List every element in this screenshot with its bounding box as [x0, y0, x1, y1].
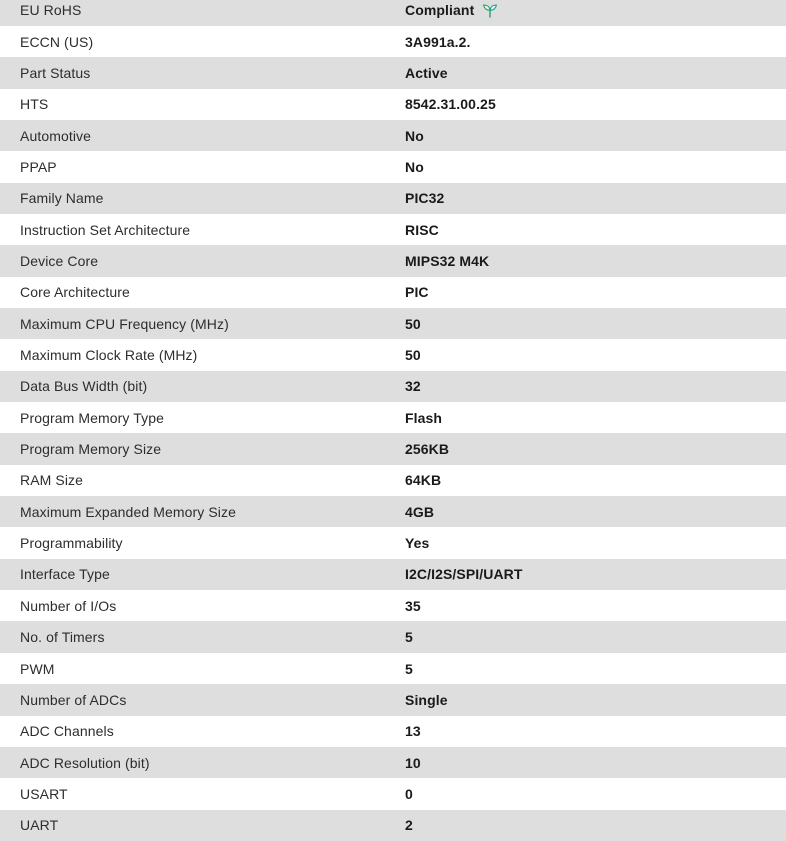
spec-value-text: 3A991a.2. — [405, 33, 471, 50]
table-row — [0, 339, 786, 370]
leaf-icon — [482, 3, 498, 18]
spec-label: Number of ADCs — [20, 691, 127, 708]
table-row — [0, 245, 786, 276]
spec-value-text: 5 — [405, 660, 413, 677]
table-row — [0, 0, 786, 26]
table-row — [0, 183, 786, 214]
spec-label: EU RoHS — [20, 2, 82, 19]
spec-value — [405, 2, 786, 18]
spec-label: Number of I/Os — [20, 597, 117, 614]
spec-label: Maximum CPU Frequency (MHz) — [20, 315, 229, 332]
spec-label: HTS — [20, 96, 49, 113]
spec-value — [405, 410, 786, 426]
spec-value — [405, 284, 786, 300]
spec-value-text: RISC — [405, 221, 439, 238]
spec-value-text: 8542.31.00.25 — [405, 96, 496, 113]
spec-value — [405, 128, 786, 144]
spec-value — [405, 598, 786, 614]
spec-value — [405, 222, 786, 238]
spec-value — [405, 159, 786, 175]
spec-label: Core Architecture — [20, 284, 130, 301]
spec-value-text: Single — [405, 691, 448, 708]
spec-value — [405, 535, 786, 551]
spec-value — [405, 566, 786, 582]
spec-value — [405, 190, 786, 206]
spec-value-text: PIC32 — [405, 190, 445, 207]
spec-label: Part Status — [20, 64, 91, 81]
spec-label: Data Bus Width (bit) — [20, 378, 148, 395]
spec-label: Device Core — [20, 253, 99, 270]
spec-value-text: No — [405, 159, 424, 175]
spec-value — [405, 723, 786, 739]
spec-value-text: 35 — [405, 597, 421, 614]
table-row — [0, 371, 786, 402]
spec-value — [405, 316, 786, 332]
spec-label: ADC Resolution (bit) — [20, 754, 150, 771]
spec-value — [405, 253, 786, 269]
spec-label: Instruction Set Architecture — [20, 221, 191, 238]
spec-value — [405, 441, 786, 457]
table-row — [0, 653, 786, 684]
table-row — [0, 151, 786, 182]
spec-label: ADC Channels — [20, 723, 114, 740]
table-row — [0, 559, 786, 590]
spec-value — [405, 504, 786, 520]
spec-value-text: Flash — [405, 409, 443, 426]
table-row — [0, 277, 786, 308]
table-row — [0, 684, 786, 715]
spec-label: No. of Timers — [20, 629, 105, 646]
spec-value — [405, 661, 786, 677]
table-row — [0, 527, 786, 558]
spec-label: Family Name — [20, 190, 104, 207]
spec-value-text: 32 — [405, 378, 421, 395]
spec-value-text: 50 — [405, 347, 421, 364]
spec-value — [405, 692, 786, 708]
spec-label: Maximum Expanded Memory Size — [20, 503, 236, 520]
spec-value-text: 256KB — [405, 441, 450, 458]
spec-value-text: MIPS32 M4K — [405, 253, 490, 270]
table-row — [0, 778, 786, 809]
spec-value-text: I2C/I2S/SPI/UART — [405, 566, 523, 583]
table-row — [0, 747, 786, 778]
table-row — [0, 57, 786, 88]
table-row — [0, 402, 786, 433]
spec-value-text: 13 — [405, 723, 421, 740]
spec-label: Maximum Clock Rate (MHz) — [20, 347, 198, 364]
spec-value — [405, 472, 786, 488]
spec-label: Program Memory Size — [20, 441, 162, 458]
spec-label: ECCN (US) — [20, 33, 94, 50]
spec-value-text: 2 — [405, 817, 413, 834]
spec-value — [405, 786, 786, 802]
spec-value-text: 0 — [405, 785, 413, 802]
spec-value-text: Active — [405, 64, 448, 81]
table-row — [0, 496, 786, 527]
spec-value-text: 50 — [405, 315, 421, 332]
table-row — [0, 433, 786, 464]
spec-label: UART — [20, 817, 59, 834]
spec-label: PPAP — [20, 159, 57, 175]
table-row — [0, 214, 786, 245]
spec-value — [405, 817, 786, 833]
spec-value-text: 64KB — [405, 472, 442, 489]
spec-value-text: 10 — [405, 754, 421, 771]
spec-value — [405, 755, 786, 771]
table-row — [0, 308, 786, 339]
spec-label: Interface Type — [20, 566, 110, 583]
spec-value — [405, 34, 786, 50]
table-row — [0, 89, 786, 120]
spec-value-text: Compliant — [405, 2, 475, 19]
spec-value — [405, 378, 786, 394]
spec-value-text: 4GB — [405, 503, 435, 520]
spec-label: Program Memory Type — [20, 409, 165, 426]
spec-value — [405, 629, 786, 645]
spec-label: RAM Size — [20, 472, 84, 489]
spec-value-text: 5 — [405, 629, 413, 646]
spec-label: Programmability — [20, 535, 123, 552]
table-row — [0, 120, 786, 151]
spec-value — [405, 347, 786, 363]
spec-value-text: No — [405, 127, 424, 144]
spec-label: USART — [20, 785, 68, 802]
table-row — [0, 26, 786, 57]
spec-label: Automotive — [20, 127, 92, 144]
spec-label: PWM — [20, 660, 55, 677]
table-row — [0, 590, 786, 621]
spec-value-text: Yes — [405, 535, 430, 552]
spec-value — [405, 65, 786, 81]
table-row — [0, 810, 786, 841]
table-row — [0, 465, 786, 496]
table-row — [0, 621, 786, 652]
spec-value-text: PIC — [405, 284, 429, 301]
table-row — [0, 716, 786, 747]
spec-value — [405, 96, 786, 112]
